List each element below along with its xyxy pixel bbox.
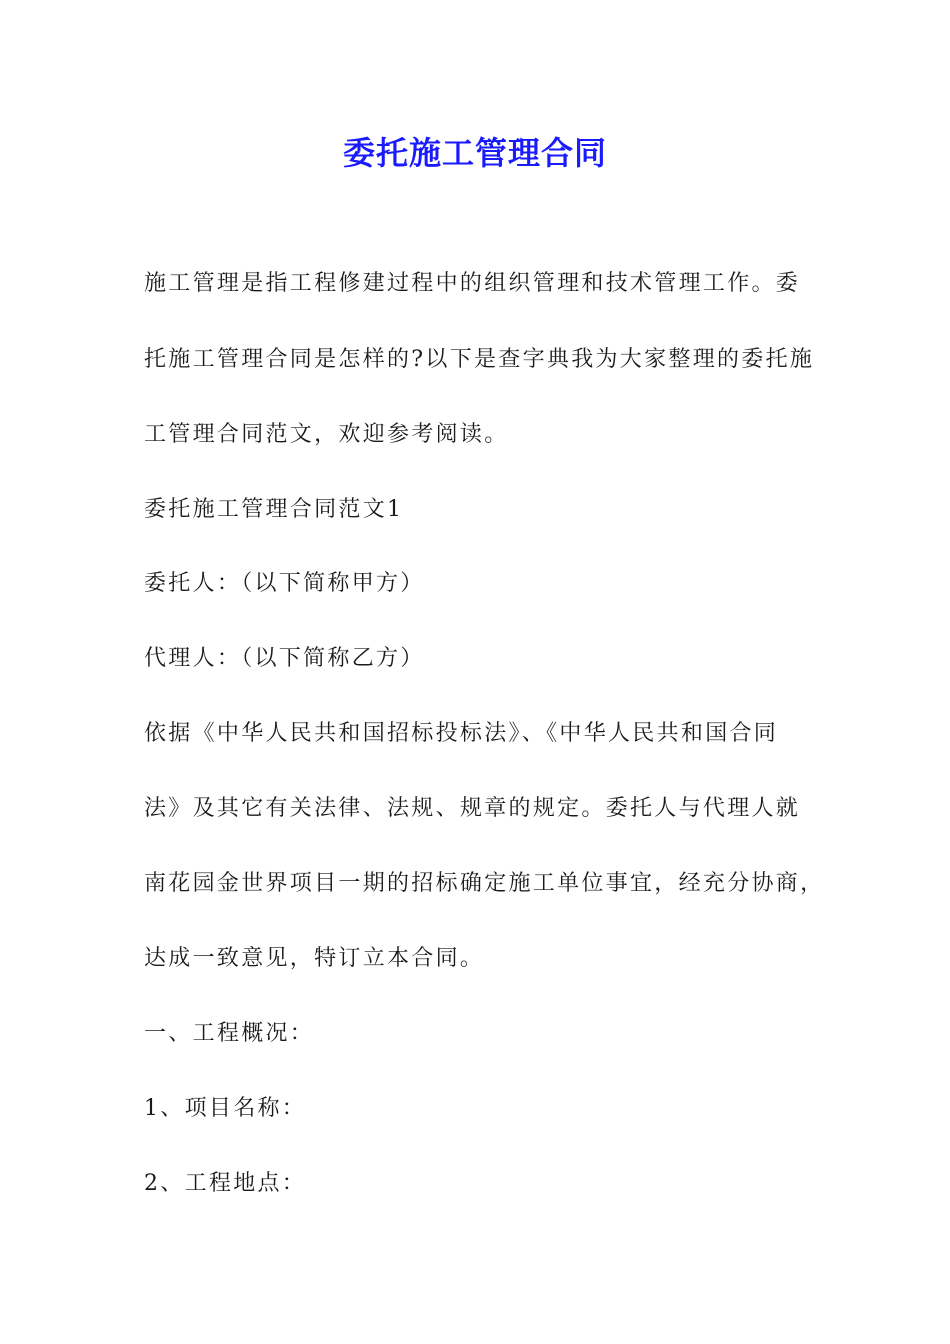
party-b-line: 代理人：（以下简称乙方） [144, 646, 425, 671]
section-heading-project-overview: 一、工程概况： [144, 1021, 315, 1046]
section-heading-sample-1: 委托施工管理合同范文1 [144, 497, 404, 522]
item-project-location: 2、工程地点： [144, 1171, 307, 1196]
document-title: 委托施工管理合同 [342, 134, 607, 172]
body-line-intro-1: 施工管理是指工程修建过程中的组织管理和技术管理工作。委 [144, 271, 801, 296]
body-line-basis-2: 法》及其它有关法律、法规、规章的规定。委托人与代理人就 [144, 796, 801, 821]
body-line-intro-2: 托施工管理合同是怎样的?以下是查字典我为大家整理的委托施 [144, 347, 815, 372]
party-a-line: 委托人：（以下简称甲方） [144, 571, 425, 596]
body-line-basis-1: 依据《中华人民共和国招标投标法》、《中华人民共和国合同 [144, 721, 779, 746]
item-project-name: 1、项目名称： [144, 1096, 307, 1121]
body-line-basis-4: 达成一致意见，特订立本合同。 [144, 946, 485, 971]
body-line-basis-3: 南花园金世界项目一期的招标确定施工单位事宜，经充分协商， [144, 871, 825, 896]
body-line-intro-3: 工管理合同范文，欢迎参考阅读。 [144, 422, 509, 447]
